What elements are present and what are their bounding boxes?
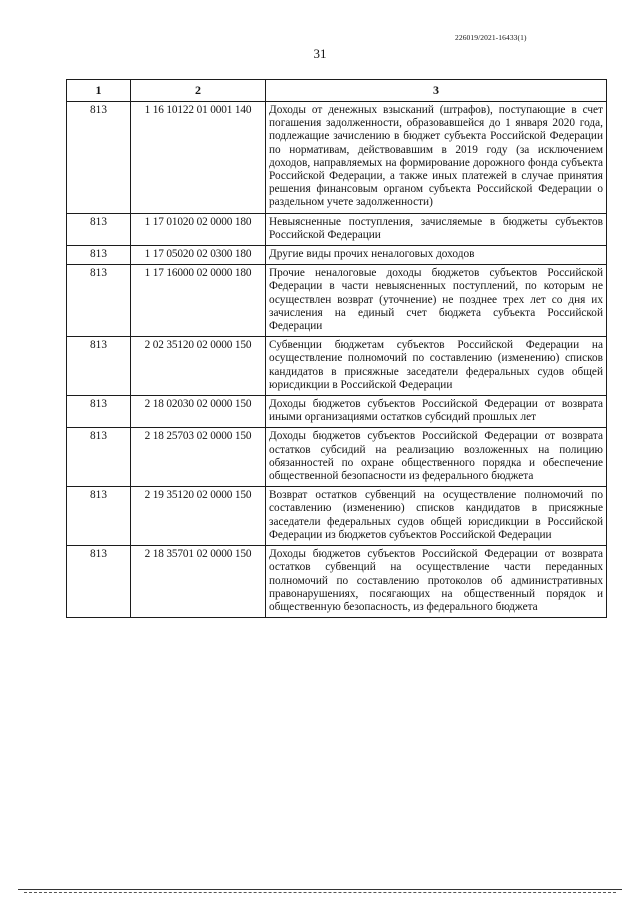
revenue-codes-table bbox=[66, 79, 607, 618]
budget-code-cell: 2 18 35701 02 0000 150 bbox=[131, 546, 266, 618]
budget-code-cell: 1 16 10122 01 0001 140 bbox=[131, 102, 266, 214]
admin-code-cell: 813 bbox=[67, 428, 131, 487]
page-number: 31 bbox=[313, 46, 327, 61]
table-row bbox=[67, 213, 607, 245]
budget-code-cell: 1 17 16000 02 0000 180 bbox=[131, 265, 266, 337]
revenue-description-cell: Невыясненные поступления, зачисляемые в бюджеты субъектов Российской Федерации bbox=[266, 213, 607, 245]
revenue-description-cell: Доходы бюджетов субъектов Российской Федерации от возврата остатков субсидий на реализацию возложенных на полицию обязанностей по охране общественного порядка и обеспечение общественной безопасности из федерального бюджета bbox=[266, 428, 607, 487]
table-row bbox=[67, 102, 607, 214]
admin-code-cell: 813 bbox=[67, 102, 131, 214]
budget-code-cell: 2 02 35120 02 0000 150 bbox=[131, 337, 266, 396]
budget-code-cell: 1 17 05020 02 0300 180 bbox=[131, 246, 266, 265]
budget-code-cell: 1 17 01020 02 0000 180 bbox=[131, 213, 266, 245]
admin-code-cell: 813 bbox=[67, 546, 131, 618]
admin-code-cell: 813 bbox=[67, 213, 131, 245]
scan-edge-line bbox=[18, 889, 622, 890]
table-row bbox=[67, 246, 607, 265]
table-header-row bbox=[67, 80, 607, 102]
budget-code-cell: 2 18 02030 02 0000 150 bbox=[131, 396, 266, 428]
revenue-description-cell: Возврат остатков субвенций на осуществление полномочий по составлению (изменению) списков кандидатов в присяжные заседатели федеральных судов общей юрисдикции в Российской Федерации из бюджетов субъектов Российской Федерации bbox=[266, 487, 607, 546]
revenue-description-cell: Другие виды прочих неналоговых доходов bbox=[266, 246, 607, 265]
column-header-2: 2 bbox=[131, 80, 266, 102]
revenue-description-cell: Доходы бюджетов субъектов Российской Федерации от возврата остатков субвенций на осуществление части переданных полномочий по составлению протоколов об административных правонарушениях, посягающих на общественный порядок и общественную безопасность, из федерального бюджета bbox=[266, 546, 607, 618]
admin-code-cell: 813 bbox=[67, 337, 131, 396]
revenue-description-cell: Прочие неналоговые доходы бюджетов субъектов Российской Федерации в части невыясненных поступлений, по которым не осуществлен возврат (уточнение) не позднее трех лет со дня их зачисления на единый счет бюджета субъекта Российской Федерации bbox=[266, 265, 607, 337]
column-header-1: 1 bbox=[67, 80, 131, 102]
table-row bbox=[67, 337, 607, 396]
revenue-description-cell: Субвенции бюджетам субъектов Российской Федерации на осуществление полномочий по составлению (изменению) списков кандидатов в присяжные заседатели федеральных судов общей юрисдикции в Российской Федерации bbox=[266, 337, 607, 396]
table-row bbox=[67, 396, 607, 428]
budget-code-cell: 2 18 25703 02 0000 150 bbox=[131, 428, 266, 487]
admin-code-cell: 813 bbox=[67, 487, 131, 546]
table-row bbox=[67, 487, 607, 546]
column-header-3: 3 bbox=[266, 80, 607, 102]
document-registration-code: 226019/2021-16433(1) bbox=[455, 33, 527, 42]
budget-code-cell: 2 19 35120 02 0000 150 bbox=[131, 487, 266, 546]
admin-code-cell: 813 bbox=[67, 396, 131, 428]
admin-code-cell: 813 bbox=[67, 246, 131, 265]
revenue-description-cell: Доходы от денежных взысканий (штрафов), поступающие в счет погашения задолженности, образовавшейся до 1 января 2020 года, подлежащие зачислению в бюджет субъекта Российской Федерации по нормативам, действовавшим в 2019 году (за исключением доходов, направляемых на формирование дорожного фонда субъекта Российской Федерации, а также иных платежей в случае принятия решения финансовым органом субъекта Российской Федерации о раздельном учете задолженности) bbox=[266, 102, 607, 214]
table-row bbox=[67, 546, 607, 618]
revenue-description-cell: Доходы бюджетов субъектов Российской Федерации от возврата иными организациями остатков субсидий прошлых лет bbox=[266, 396, 607, 428]
admin-code-cell: 813 bbox=[67, 265, 131, 337]
table-row bbox=[67, 265, 607, 337]
table-row bbox=[67, 428, 607, 487]
scan-edge-line-dashed bbox=[24, 892, 616, 893]
